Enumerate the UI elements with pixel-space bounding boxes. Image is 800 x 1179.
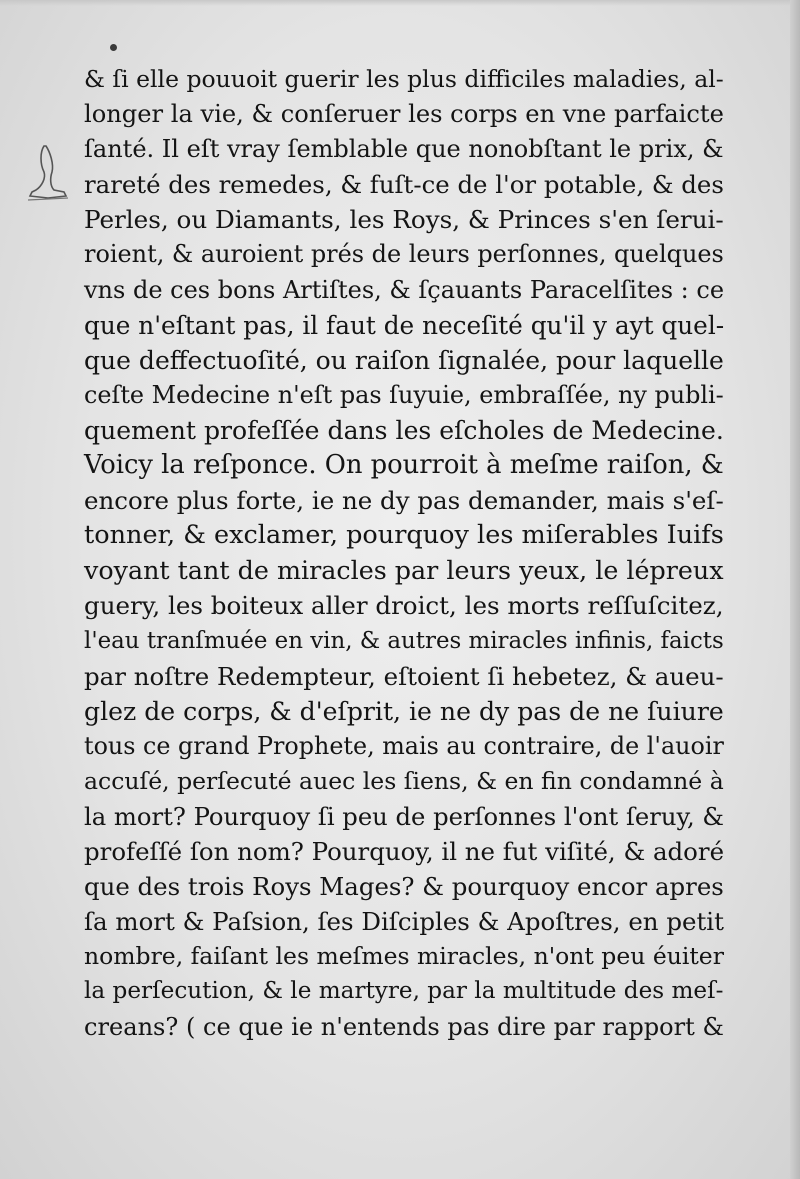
text-line: rareté des remedes, & fuſt-ce de l'or potable, & des bbox=[84, 170, 724, 200]
text-line: creans? ( ce que ie n'entends pas dire par rapport & bbox=[84, 1012, 724, 1041]
ink-spot bbox=[110, 44, 117, 51]
page-edge bbox=[790, 0, 800, 1179]
text-line: tous ce grand Prophete, mais au contraire, de l'auoir bbox=[84, 731, 724, 760]
text-line: ſa mort & Paſsion, ſes Diſciples & Apoſtres, en petit bbox=[84, 907, 724, 937]
text-line: la perſecution, & le martyre, par la multitude des meſ- bbox=[84, 978, 724, 1005]
text-line: que n'eſtant pas, il faut de neceſité qu'il y ayt quel- bbox=[84, 310, 725, 340]
text-line: & ſi elle pouuoit guerir les plus difficiles maladies, al- bbox=[84, 65, 724, 93]
text-line: que deffectuoſité, ou raiſon ſignalée, pour laquelle bbox=[84, 345, 724, 375]
text-line: encore plus forte, ie ne dy pas demander, mais s'eſ- bbox=[84, 486, 724, 516]
manicule-icon bbox=[28, 142, 68, 204]
text-line: la mort? Pourquoy ſi peu de perſonnes l'ont ſeruy, & bbox=[84, 801, 724, 831]
text-line: longer la vie, & conſeruer les corps en vne parfaicte bbox=[84, 100, 724, 129]
text-line: par noſtre Redempteur, eſtoient ſi hebetez, & aueu- bbox=[84, 661, 724, 691]
text-line: voyant tant de miracles par leurs yeux, le lépreux bbox=[84, 555, 724, 586]
text-line: tonner, & exclamer, pourquoy les miſerables Iuifs bbox=[84, 520, 724, 551]
text-line: l'eau tranſmuée en vin, & autres miracles infinis, faicts bbox=[84, 627, 724, 654]
text-line: Perles, ou Diamants, les Roys, & Princes s'en ſerui- bbox=[84, 205, 724, 235]
text-line: que des trois Roys Mages? & pourquoy encor apres bbox=[84, 872, 724, 902]
text-line: ſanté. Il eſt vray ſemblable que nonobſtant le prix, & bbox=[84, 135, 724, 164]
text-line: Voicy la reſponce. On pourroit à meſme raiſon, & bbox=[84, 450, 724, 481]
text-line: ceſte Medecine n'eſt pas ſuyuie, embraſſée, ny publi- bbox=[84, 380, 724, 409]
text-line: accuſé, perſecuté auec les ſiens, & en fin condamné à bbox=[84, 766, 724, 795]
text-line: vns de ces bons Artiſtes, & ſçauants Paracelſites : ce bbox=[84, 275, 725, 304]
text-line: roient, & auroient prés de leurs perſonnes, quelques bbox=[84, 240, 724, 269]
text-line: guery, les boiteux aller droict, les morts reſſuſcitez, bbox=[84, 591, 724, 621]
text-line: quement profeſſée dans les eſcholes de Medecine. bbox=[84, 415, 724, 445]
body-text bbox=[84, 62, 724, 1045]
text-line: glez de corps, & d'eſprit, ie ne dy pas de ne ſuiure bbox=[84, 696, 724, 726]
text-line: profeſſé ſon nom? Pourquoy, il ne fut viſité, & adoré bbox=[84, 837, 725, 867]
text-line: nombre, faiſant les meſmes miracles, n'ont peu éuiter bbox=[84, 942, 724, 971]
page-shadow-top bbox=[0, 0, 800, 6]
